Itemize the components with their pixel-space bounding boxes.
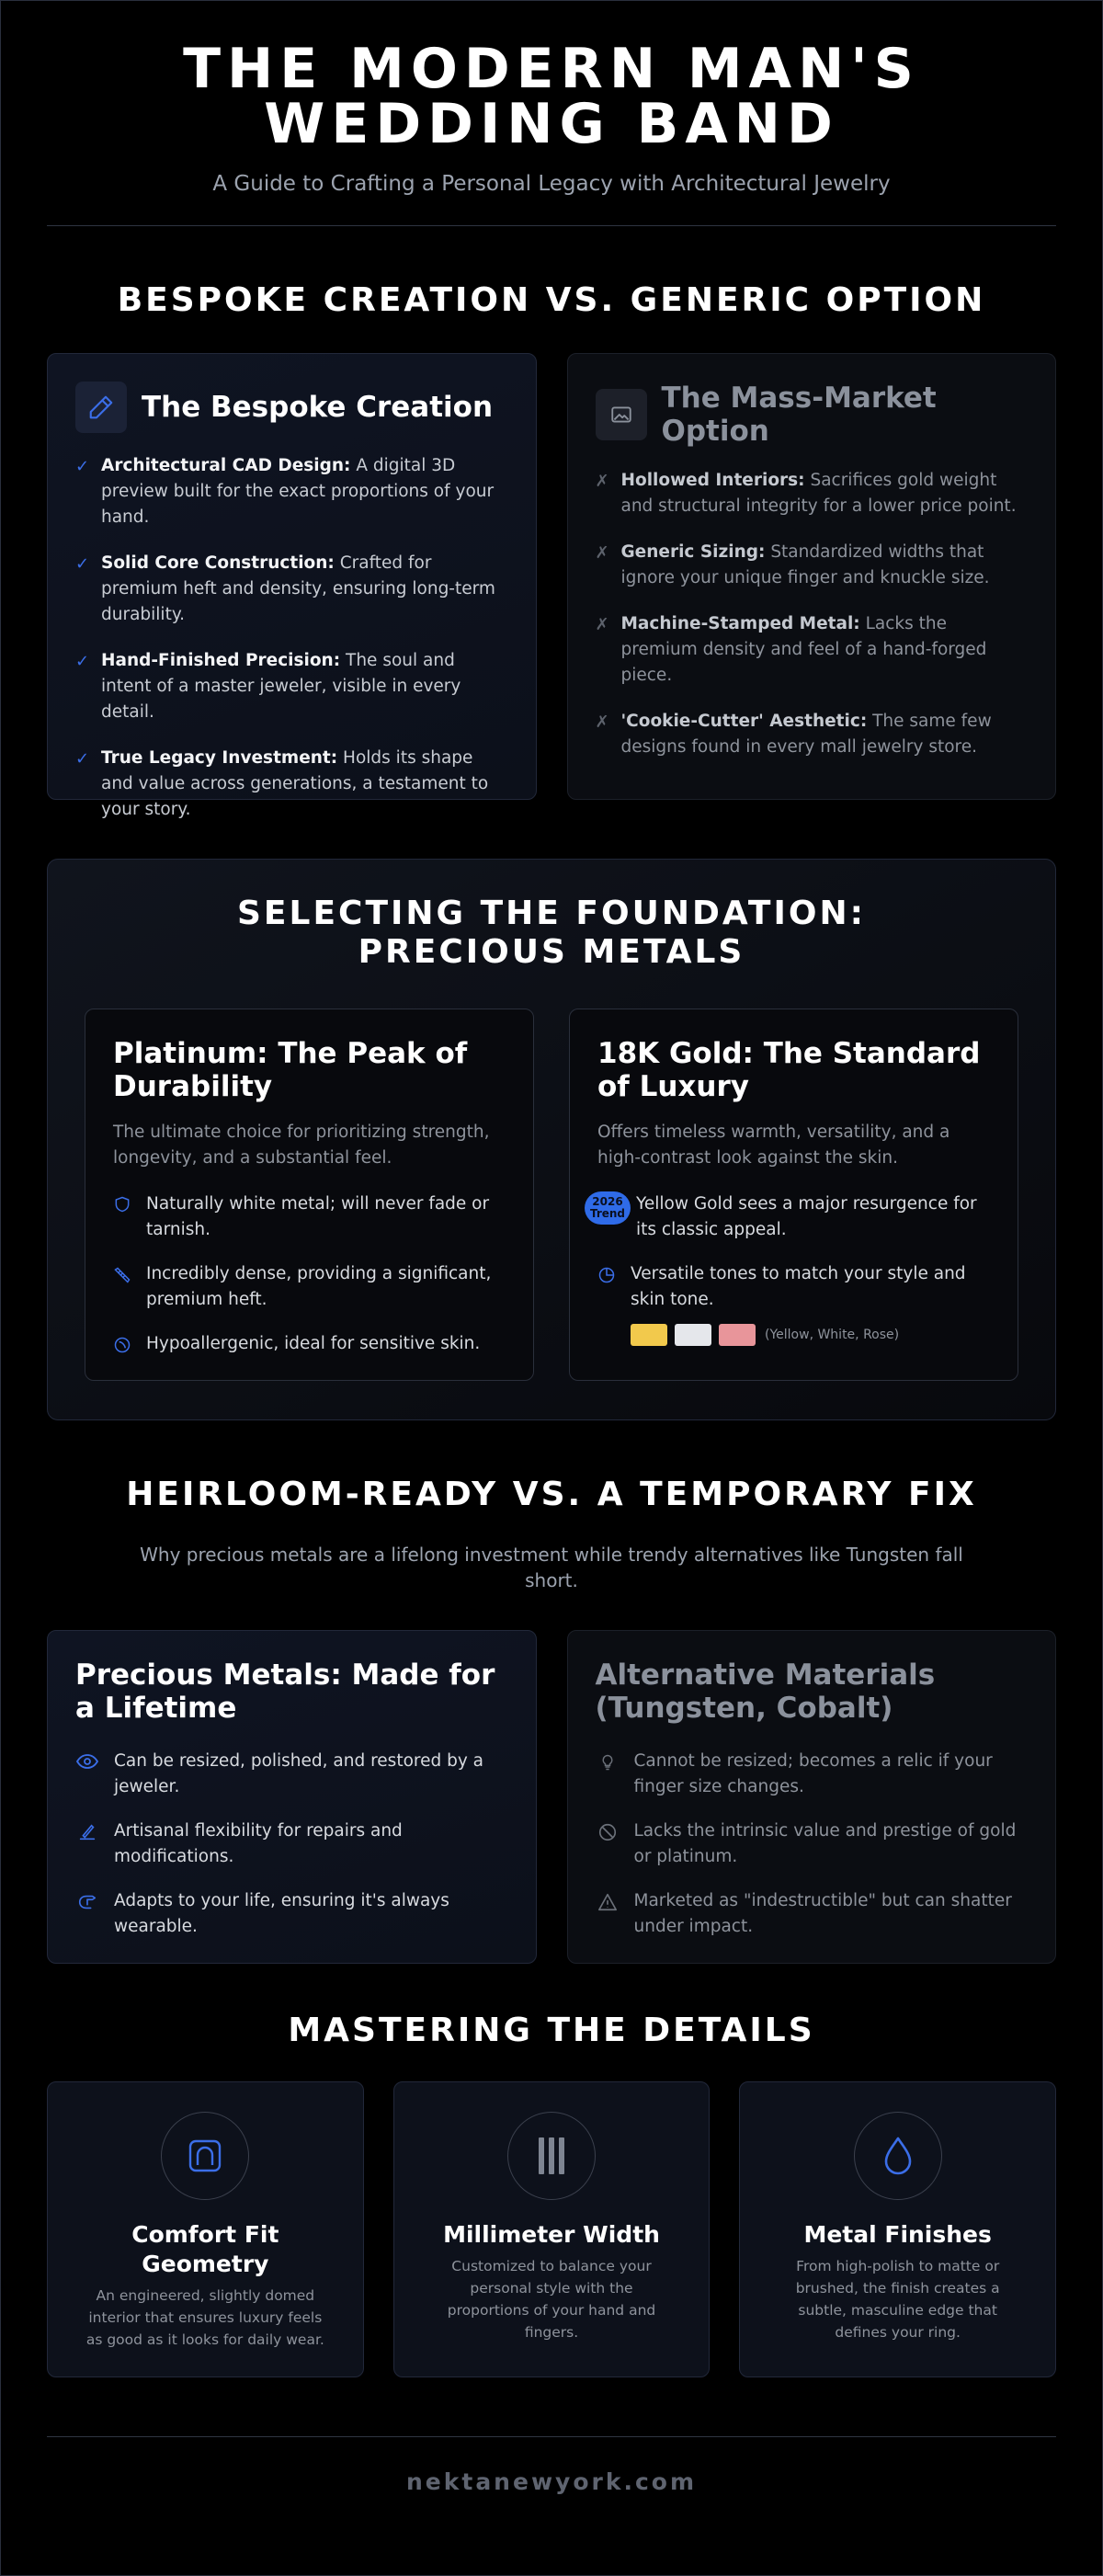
gold-title: 18K Gold: The Standard of Luxury [597,1037,981,1103]
list-item [75,1818,508,1870]
image-icon [596,389,647,440]
item-text: Artisanal flexibility for repairs and modifications. [114,1821,403,1866]
warning-icon [596,1888,620,1912]
item-text: Sacrifices gold weight and structural integrity for a lower price point. [620,471,1017,516]
item-text: Naturally white metal; will never fade or tarnish. [146,1194,490,1239]
shield-icon [113,1191,131,1214]
weight-icon [113,1261,131,1285]
droplet-icon [854,2112,942,2200]
item-text: The soul and intent of a master jeweler, visible in every detail. [101,651,461,722]
item-text: Lacks the premium density and feel of a hand-forged piece. [620,614,987,685]
list-item [597,1261,990,1313]
check-icon: ✓ [75,652,90,671]
eye-icon [75,1749,99,1771]
list-item [75,746,508,823]
precious-list [75,1749,508,1940]
heirloom-lead: Why precious metals are a lifelong investment while trendy alternatives like Tungsten fall short. [140,1544,963,1591]
item-label: Hand-Finished Precision: [101,651,341,670]
hero [47,1,1056,196]
item-text: Can be resized, polished, and restored by a jeweler. [114,1751,484,1796]
cross-icon: ✗ [595,472,609,491]
footer-divider [47,2436,1056,2437]
list-item [596,468,1029,519]
item-text: Lacks the intrinsic value and prestige of gold or platinum. [633,1821,1017,1866]
item-text: Hypoallergenic, ideal for sensitive skin. [146,1334,481,1353]
heirloom-grid [47,1630,1056,1964]
list-item [596,1818,1029,1870]
item-label: 'Cookie-Cutter' Aesthetic: [620,712,868,731]
platinum-desc: The ultimate choice for prioritizing strength, longevity, and a substantial feel. [113,1123,490,1168]
list-item [113,1191,506,1243]
list-item [75,1888,508,1940]
item-text: Incredibly dense, providing a significant, premium heft. [146,1264,492,1309]
check-icon: ✓ [75,749,90,769]
bespoke-title: The Bespoke Creation [142,391,494,424]
details-grid [47,2081,1056,2377]
check-icon: ✓ [75,457,90,476]
detail-title: Comfort Fit Geometry [131,2221,279,2277]
page-subtitle: A Guide to Crafting a Personal Legacy with Architectural Jewelry [212,172,891,196]
leaf-circle-icon [113,1331,131,1355]
list-item [596,709,1029,760]
item-label: Machine-Stamped Metal: [620,614,860,633]
list-item [75,551,508,628]
item-text: A digital 3D preview built for the exact proportions of your hand. [101,456,495,527]
bespoke-header [75,382,508,433]
page-title: THE MODERN MAN'S WEDDING BAND [183,37,920,156]
metals-grid [85,1009,1018,1381]
detail-title: Millimeter Width [443,2221,660,2248]
pencil-icon [75,382,127,433]
list-item [75,453,508,530]
item-label: Generic Sizing: [620,542,766,562]
quill-icon [75,1818,99,1842]
comparison-grid [47,353,1056,819]
list-item [113,1261,506,1313]
cross-icon: ✗ [595,615,609,634]
item-text: Holds its shape and value across generations, a testament to your story. [101,748,489,819]
cross-icon: ✗ [595,712,609,732]
trend-badge-label: Trend [589,1207,626,1220]
trend-badge [585,1191,631,1225]
gold-card [569,1009,1018,1381]
detail-card [47,2081,364,2377]
ban-icon [596,1818,620,1842]
alternative-list [596,1749,1029,1940]
list-item [596,540,1029,591]
alternative-card [567,1630,1057,1964]
mass-market-card [567,353,1057,800]
platinum-card [85,1009,534,1381]
list-item [596,611,1029,689]
hand-icon [75,1888,99,1912]
precious-card [47,1630,537,1964]
bulb-icon [596,1749,620,1772]
swatch-white [675,1324,711,1346]
swatch-rose [719,1324,756,1346]
footer-site-link[interactable]: nektanewyork.com [405,2468,698,2495]
details-title: MASTERING THE DETAILS [288,2012,815,2049]
trend-badge-year: 2026 [592,1195,623,1208]
swatch-yellow [631,1324,667,1346]
list-item [75,1749,508,1800]
pie-chart-icon [597,1261,616,1285]
item-label: Hollowed Interiors: [620,471,805,490]
ring-profile-icon [161,2112,249,2200]
metals-title: SELECTING THE FOUNDATION: PRECIOUS METALS [236,895,867,971]
list-item [589,1191,990,1243]
mass-market-title: The Mass-Market Option [661,382,937,448]
divider [47,225,1056,226]
item-label: Solid Core Construction: [101,553,335,573]
color-swatches [631,1324,990,1346]
gold-list [589,1191,990,1313]
item-text: Standardized widths that ignore your unique finger and knuckle size. [620,542,990,587]
bespoke-list [75,453,508,823]
mass-market-header [596,382,1029,448]
detail-text: Customized to balance your personal style with the proportions of your hand and fingers. [447,2258,656,2341]
width-bars-icon [507,2112,596,2200]
heirloom-title: HEIRLOOM-READY VS. A TEMPORARY FIX [126,1476,977,1513]
detail-title: Metal Finishes [803,2221,992,2248]
mass-market-list [596,468,1029,760]
detail-text: From high-polish to matte or brushed, the finish creates a subtle, masculine edge that defines your ring. [795,2258,1000,2341]
check-icon: ✓ [75,554,90,574]
platinum-title: Platinum: The Peak of Durability [113,1037,468,1103]
list-item [75,648,508,725]
metals-section [47,859,1056,1420]
precious-title: Precious Metals: Made for a Lifetime [75,1658,495,1725]
cross-icon: ✗ [595,543,609,563]
detail-card [393,2081,711,2377]
item-text: The same few designs found in every mall jewelry store. [620,712,992,757]
item-text: Marketed as "indestructible" but can shatter under impact. [633,1891,1012,1936]
alternative-title: Alternative Materials (Tungsten, Cobalt) [595,1658,936,1725]
item-text: Crafted for premium heft and density, ensuring long-term durability. [101,553,495,624]
detail-card [739,2081,1056,2377]
list-item [113,1331,506,1357]
item-text: Adapts to your life, ensuring it's always wearable. [114,1891,449,1936]
item-label: True Legacy Investment: [101,748,338,768]
detail-text: An engineered, slightly domed interior that ensures luxury feels as good as it looks for daily wear. [85,2287,324,2348]
list-item [596,1888,1029,1940]
list-item [596,1749,1029,1800]
item-text: Cannot be resized; becomes a relic if your finger size changes. [633,1751,993,1796]
swatch-note: (Yellow, White, Rose) [765,1328,900,1342]
gold-desc: Offers timeless warmth, versatility, and a high-contrast look against the skin. [597,1123,950,1168]
platinum-list [113,1191,506,1357]
item-text: Versatile tones to match your style and skin tone. [631,1264,966,1309]
item-label: Architectural CAD Design: [101,456,351,475]
comparison-title: BESPOKE CREATION VS. GENERIC OPTION [117,281,986,319]
bespoke-card [47,353,537,819]
item-text: Yellow Gold sees a major resurgence for its classic appeal. [636,1194,977,1239]
